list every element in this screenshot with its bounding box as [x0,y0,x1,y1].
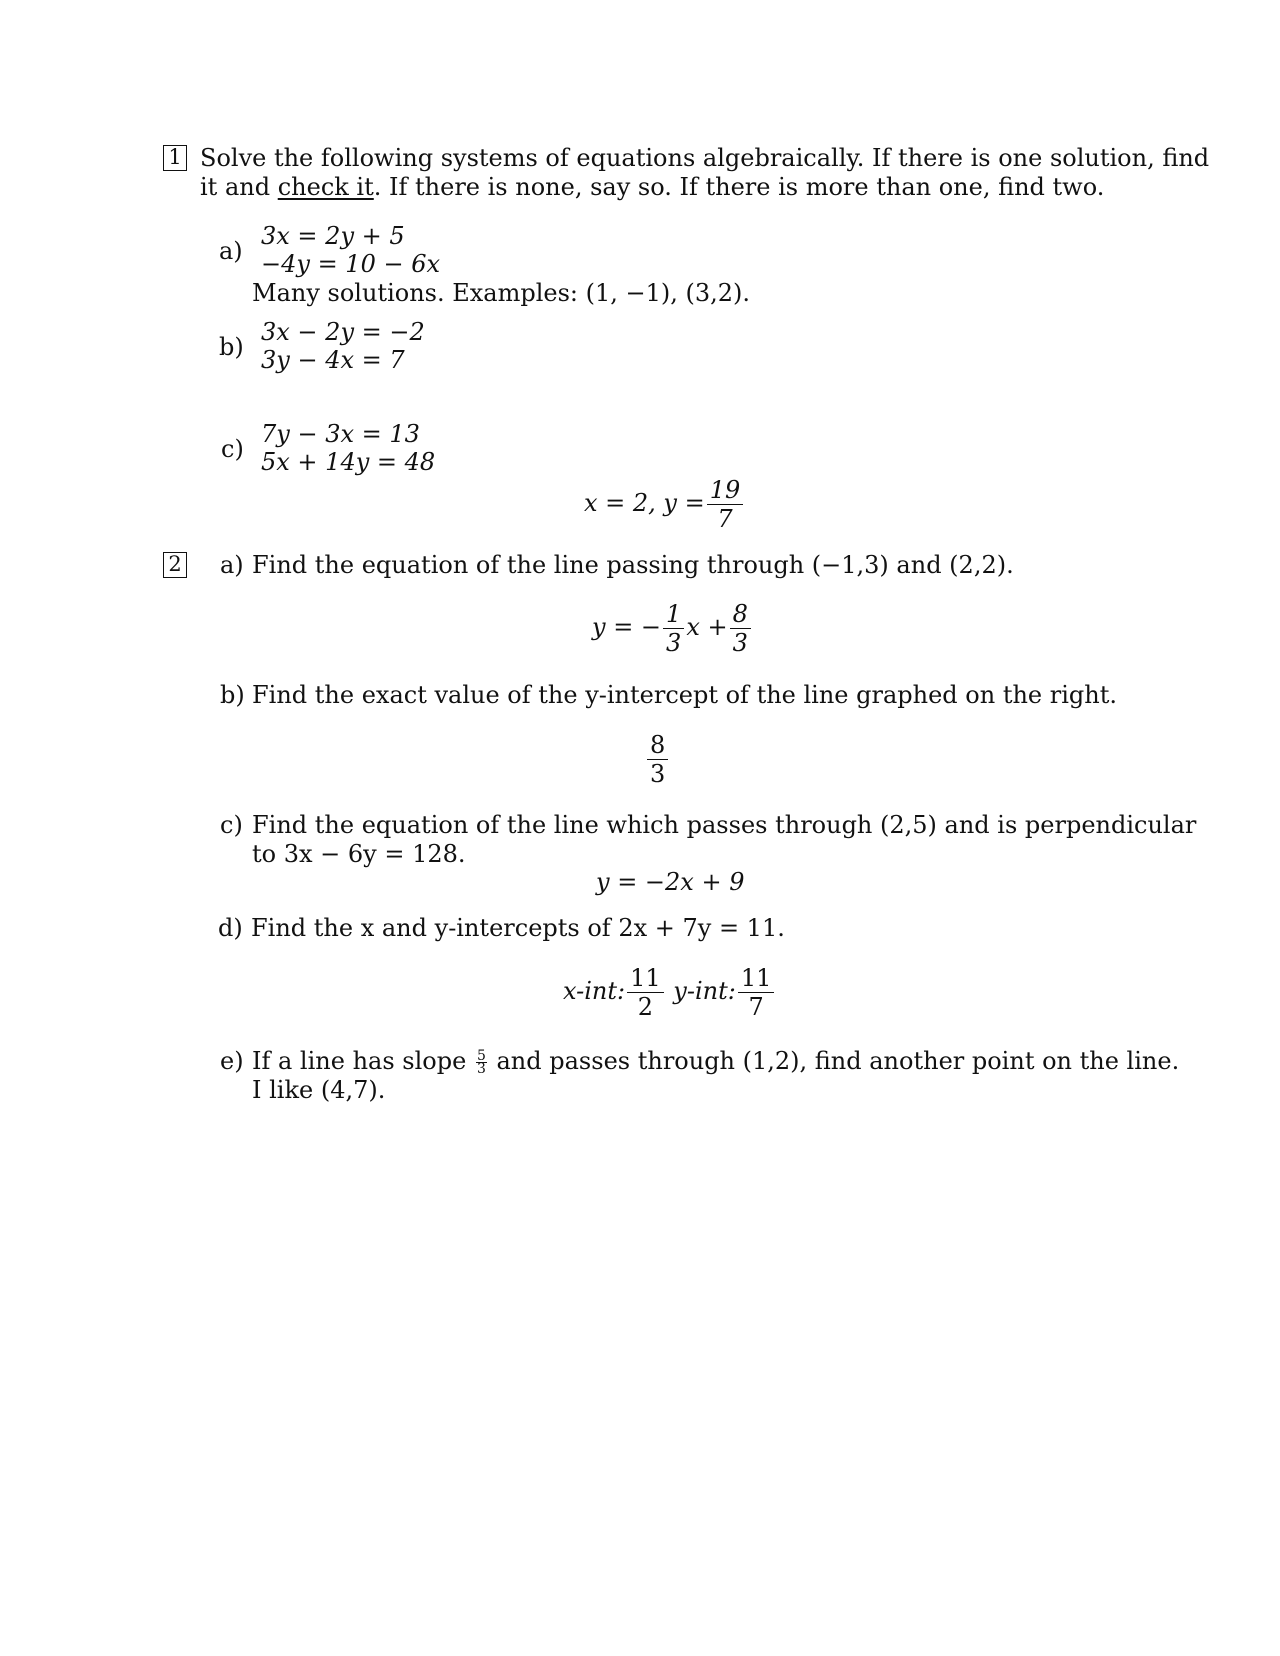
part-1a-label: a) [219,237,243,265]
intro-text: it and [200,173,278,201]
part-1c-label: c) [221,435,244,463]
part-2c-question-line-2: to 3x − 6y = 128. [252,840,466,868]
part-1c-answer [584,476,745,533]
check-it-underlined: check it [277,173,374,201]
question-text-rest: and passes through (1,2), find another point on the line. [496,1047,1180,1075]
part-2e-answer: I like (4,7). [252,1076,386,1104]
denominator: 7 [717,505,733,533]
part-1a-equation-1: 3x = 2y + 5 [261,222,405,250]
part-2c-question-line-1: Find the equation of the line which passes through (2,5) and is perpendicular [252,811,1197,839]
numerator: 11 [738,964,775,993]
answer-y-equals: y = − [592,613,662,641]
denominator: 3 [666,629,682,657]
numerator: 8 [730,600,751,629]
question-text: If a line has slope [252,1047,467,1075]
fraction-1-over-3 [663,600,684,657]
denominator: 3 [476,1061,486,1077]
fraction-11-over-7 [738,964,775,1021]
numerator: 11 [627,964,664,993]
denominator: 2 [637,993,653,1021]
problem-1-intro-line-1: Solve the following systems of equations algebraically. If there is one solution, find [200,144,1210,172]
part-1b-equation-1: 3x − 2y = −2 [261,318,425,346]
part-1c-equation-1: 7y − 3x = 13 [261,420,420,448]
part-2a-label: a) [220,551,244,579]
part-2d-label: d) [218,914,243,942]
part-1b-equation-2: 3y − 4x = 7 [261,346,405,374]
denominator: 3 [650,760,666,788]
numerator: 1 [663,600,684,629]
part-2a-answer [592,600,753,657]
numerator: 8 [647,731,668,760]
intro-text-rest: . If there is none, say so. If there is more than one, find two. [373,173,1105,201]
part-2d-question: Find the x and y-intercepts of 2x + 7y = 11. [251,914,785,942]
part-2b-answer [645,731,670,788]
part-2c-answer: y = −2x + 9 [596,868,745,896]
x-int-label: x-int: [563,977,626,1005]
part-2e-question [252,1046,1179,1076]
fraction-11-over-2 [627,964,664,1021]
part-1a-equation-2: −4y = 10 − 6x [261,250,441,278]
y-int-label: y-int: [673,977,736,1005]
denominator: 7 [748,993,764,1021]
part-1b-label: b) [219,333,244,361]
part-2b-label: b) [220,681,245,709]
part-2b-question: Find the exact value of the y-intercept of the line graphed on the right. [252,681,1118,709]
part-1c-equation-2: 5x + 14y = 48 [261,448,436,476]
part-2e-label: e) [220,1047,244,1075]
problem-2-number-box: 2 [163,552,187,578]
denominator: 3 [732,629,748,657]
answer-x-plus: x + [686,613,728,641]
numerator: 5 [476,1048,486,1064]
problem-1-number-box: 1 [163,145,187,171]
slope-fraction-5-over-3 [476,1050,487,1075]
part-1c-answer-prefix: x = 2, y = [584,489,705,517]
fraction-8-over-3 [730,600,751,657]
part-1a-answer: Many solutions. Examples: (1, −1), (3,2). [252,279,751,307]
part-2c-label: c) [220,811,243,839]
part-2a-question: Find the equation of the line passing through (−1,3) and (2,2). [252,551,1014,579]
fraction-19-over-7 [707,476,744,533]
part-2d-answer [563,964,776,1021]
fraction-8-over-3 [647,731,668,788]
problem-1-intro-line-2 [200,172,1104,202]
numerator: 19 [707,476,744,505]
